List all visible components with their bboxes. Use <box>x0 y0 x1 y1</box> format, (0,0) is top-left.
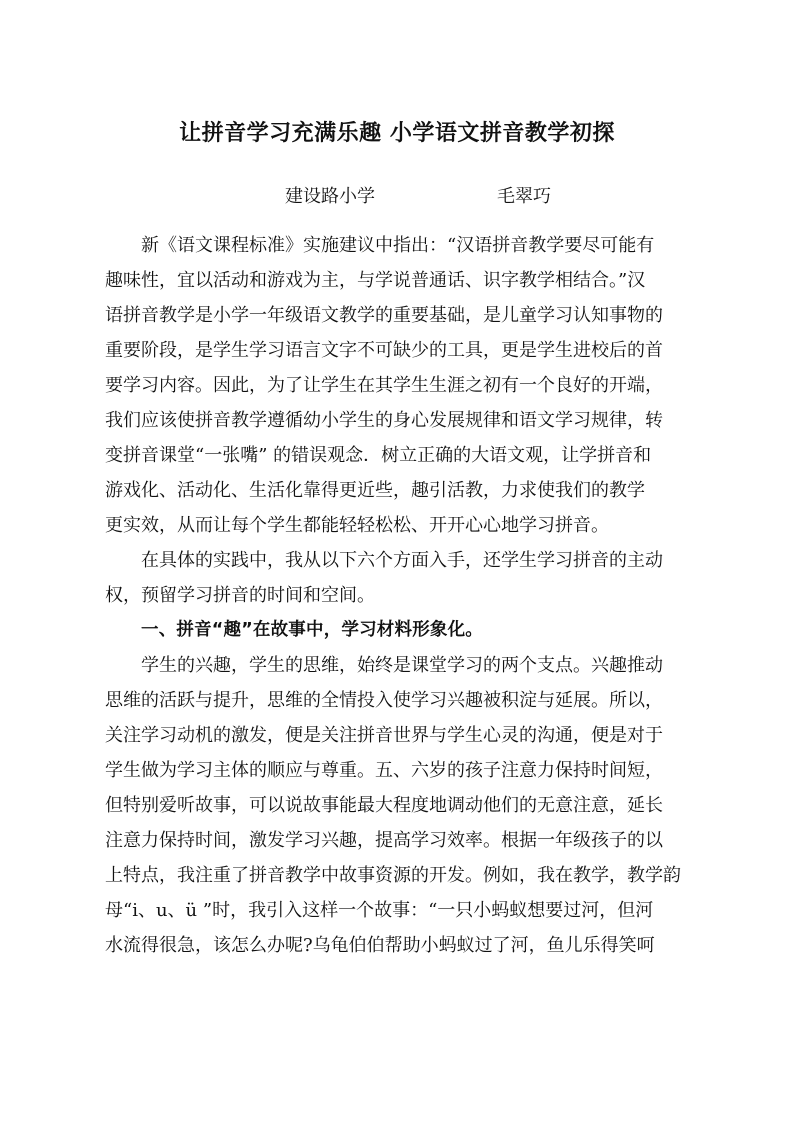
document-body <box>105 228 691 963</box>
paragraph-line: 权，预留学习拼音的时间和空间。 <box>105 585 375 606</box>
paragraph-line: 思维的活跃与提升，思维的全情投入使学习兴趣被积淀与延展。所以， <box>105 690 663 711</box>
paragraph-line: 更实效，从而让每个学生都能轻轻松松、开开心心地学习拼音。 <box>105 515 609 536</box>
document-title: 让拼音学习充满乐趣 小学语文拼音教学初探 <box>179 121 615 146</box>
school-name: 建设路小学 <box>285 186 375 207</box>
paragraph-line: 游戏化、活动化、生活化靠得更近些，趣引活教，力求使我们的教学 <box>105 480 645 501</box>
paragraph-line: 变拼音课堂“一张嘴” 的错误观念．树立正确的大语文观，让学拼音和 <box>105 445 652 466</box>
paragraph-line: 新《语文课程标准》实施建议中指出：“汉语拼音教学要尽可能有 <box>141 235 655 256</box>
paragraph-line: 学生的兴趣，学生的思维，始终是课堂学习的两个支点。兴趣推动 <box>141 655 663 676</box>
paragraph-line: 注意力保持时间，激发学习兴趣，提高学习效率。根据一年级孩子的以 <box>105 830 663 851</box>
byline <box>0 182 794 212</box>
paragraph-line: 语拼音教学是小学一年级语文教学的重要基础，是儿童学习认知事物的 <box>105 305 663 326</box>
paragraph-line: 母“i、u、ü ”时，我引入这样一个故事：“一只小蚂蚁想要过河，但河 <box>105 900 654 921</box>
paragraph-line: 关注学习动机的激发，便是关注拼音世界与学生心灵的沟通，便是对于 <box>105 725 663 746</box>
author-name: 毛翠巧 <box>497 186 551 207</box>
section-heading: 一、拼音“趣”在故事中，学习材料形象化。 <box>141 620 484 640</box>
paragraph-line: 要学习内容。因此，为了让学生在其学生生涯之初有一个良好的开端， <box>105 375 663 396</box>
paragraph-line: 重要阶段，是学生学习语言文字不可缺少的工具，更是学生进校后的首 <box>105 340 663 361</box>
paragraph-line: 我们应该使拼音教学遵循幼小学生的身心发展规律和语文学习规律，转 <box>105 410 663 431</box>
paragraph-line: 水流得很急，该怎么办呢?乌龟伯伯帮助小蚂蚁过了河，鱼儿乐得笑呵 <box>105 935 655 956</box>
paragraph-line: 在具体的实践中，我从以下六个方面入手，还学生学习拼音的主动 <box>141 550 663 571</box>
paragraph-line: 学生做为学习主体的顺应与尊重。五、六岁的孩子注意力保持时间短， <box>105 760 663 781</box>
paragraph-line: 上特点，我注重了拼音教学中故事资源的开发。例如，我在教学，教学韵 <box>105 865 681 886</box>
paragraph-line: 趣味性，宜以活动和游戏为主，与学说普通话、识字教学相结合。”汉 <box>105 270 646 291</box>
paragraph-line: 但特别爱听故事，可以说故事能最大程度地调动他们的无意注意，延长 <box>105 795 663 816</box>
